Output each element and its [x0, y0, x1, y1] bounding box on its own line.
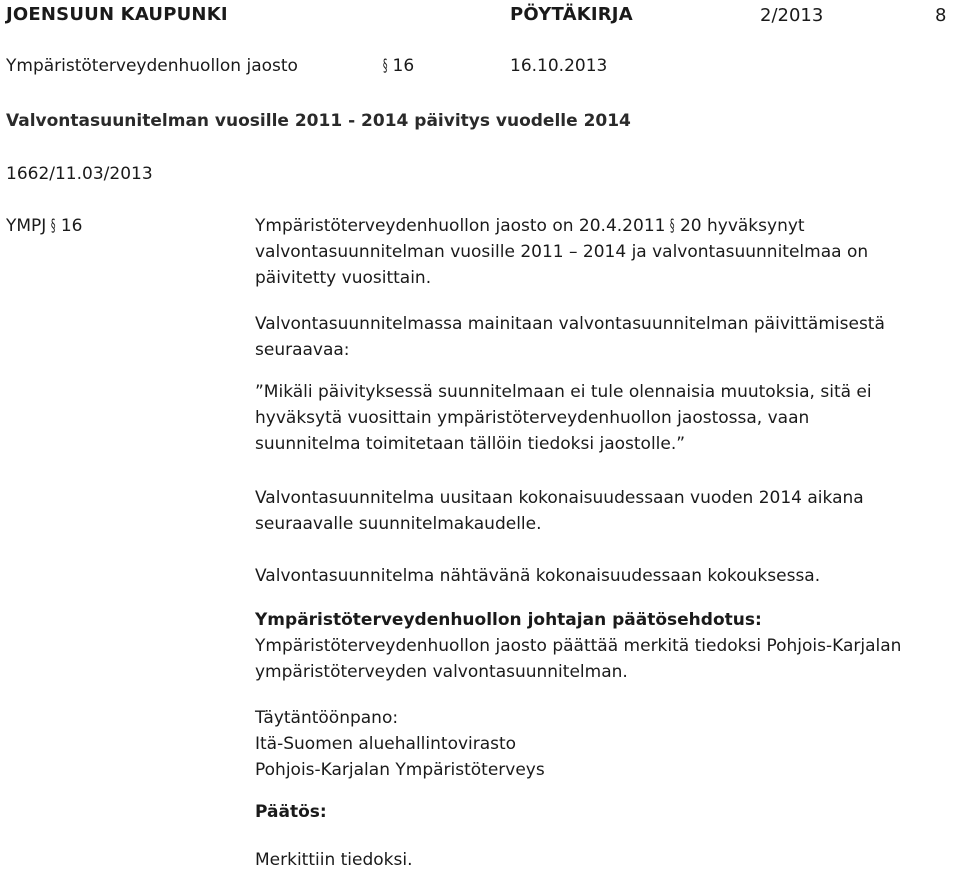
quote-paragraph: ”Mikäli päivityksessä suunnitelmaan ei tule olennaisia muutoksia, sitä ei hyväksytä vuosittain ympäristöterveydenhuollon jaostossa, vaan suunnitelma toimitetaan tällöin tiedoksi jaostolle.”	[255, 382, 872, 454]
page-number: 8	[935, 5, 947, 26]
meeting-section	[378, 56, 414, 76]
prior-section-number: 16	[60, 216, 83, 236]
document-type: PÖYTÄKIRJA	[510, 4, 633, 25]
recipient: Pohjois-Karjalan Ympäristöterveys	[255, 760, 545, 780]
meeting-body: Ympäristöterveydenhuollon jaosto	[6, 56, 298, 76]
proposal-section: Ympäristöterveydenhuollon johtajan päätösehdotus: Ympäristöterveydenhuollon jaosto päättää merkitä tiedoksi Pohjois-Karjalan ympäristöterveyden valvontasuunnitelman.	[255, 607, 945, 685]
plan-mentions-paragraph: Valvontasuunnitelmassa mainitaan valvontasuunnitelman päivittämisestä seuraavaa:	[255, 314, 885, 360]
decision-heading: Päätös:	[255, 802, 327, 822]
visible-note: Valvontasuunnitelma nähtävänä kokonaisuudessaan kokouksessa.	[255, 566, 821, 586]
item-title: Valvontasuunitelman vuosille 2011 - 2014 päivitys vuodelle 2014	[6, 111, 631, 131]
prior-reference	[6, 216, 82, 236]
meeting-date: 16.10.2013	[510, 56, 608, 76]
prior-section-symbol: §	[51, 216, 56, 236]
intro-line-2: valvontasuunnitelman vuosille 2011 – 2014 ja valvontasuunnitelmaa on	[255, 242, 869, 262]
section-number: 16	[392, 56, 415, 76]
decision-text: Merkittiin tiedoksi.	[255, 850, 413, 870]
document-number: 2/2013	[760, 5, 824, 26]
intro-line-3: päivitetty vuosittain.	[255, 268, 432, 288]
renewal-paragraph: Valvontasuunnitelma uusitaan kokonaisuudessaan vuoden 2014 aikana seuraavalle suunnitelmakaudelle.	[255, 488, 864, 534]
item-reference: 1662/11.03/2013	[6, 164, 153, 184]
recipient: Itä-Suomen aluehallintovirasto	[255, 734, 517, 754]
intro-line-1: Ympäristöterveydenhuollon jaosto on 20.4.2011 § 20 hyväksynyt	[255, 216, 805, 236]
prior-body: YMPJ	[6, 216, 47, 236]
proposal-heading: Ympäristöterveydenhuollon johtajan päätösehdotus:	[255, 610, 762, 630]
intro-paragraph	[255, 213, 945, 291]
execution-section	[255, 705, 945, 783]
execution-heading: Täytäntöönpano:	[255, 708, 399, 728]
organization-name: JOENSUUN KAUPUNKI	[6, 4, 228, 25]
section-symbol: §	[382, 56, 388, 76]
